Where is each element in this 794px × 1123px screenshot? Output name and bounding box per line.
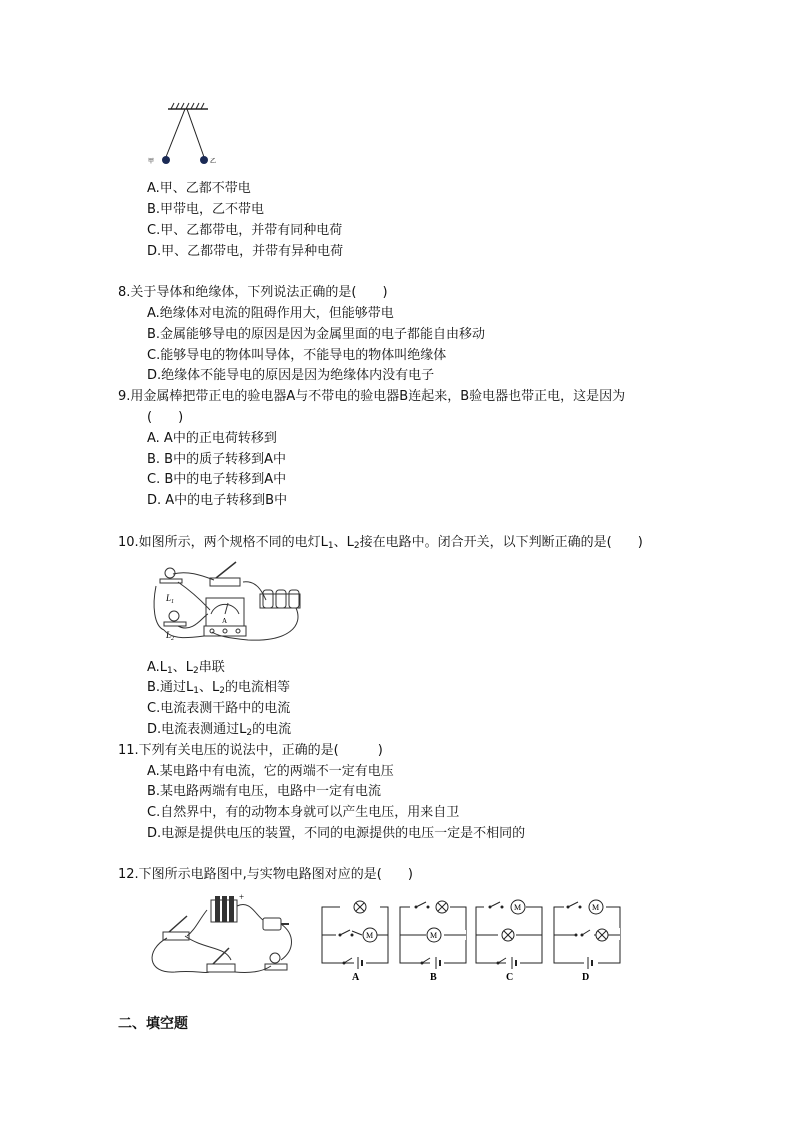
q12-schematics bbox=[318, 893, 630, 985]
section-heading-fill-blank: 二、填空题 bbox=[118, 1016, 188, 1032]
q10-ammeter-label: A bbox=[222, 617, 228, 625]
q9-stem-line2: ( ) bbox=[147, 410, 184, 425]
q11-option-a: A.某电路中有电流，它的两端不一定有电压 bbox=[147, 764, 394, 779]
q9-stem-line1: 9.用金属棒把带正电的验电器A与不带电的验电器B连起来，B验电器也带正电，这是因为 bbox=[118, 389, 626, 404]
q11-stem: 11.下列有关电压的说法中，正确的是( ) bbox=[118, 743, 383, 758]
q8-stem: 8.关于导体和绝缘体，下列说法正确的是( ) bbox=[118, 285, 388, 300]
q12-label-a: A bbox=[352, 972, 360, 983]
q7-option-b: B.甲带电，乙不带电 bbox=[147, 202, 265, 217]
q11-option-c: C.自然界中，有的动物本身就可以产生电压，用来自卫 bbox=[147, 805, 460, 820]
q12-stem: 12.下图所示电路图中,与实物电路图对应的是( ) bbox=[118, 867, 413, 882]
q8-option-c: C.能够导电的物体叫导体，不能导电的物体叫绝缘体 bbox=[147, 348, 447, 363]
q10-lamp1-label: $L_1$ bbox=[166, 593, 175, 605]
q9-option-b: B. B中的质子转移到A中 bbox=[147, 452, 286, 467]
q12-motor-d: M bbox=[592, 903, 600, 912]
q8-option-b: B.金属能够导电的原因是因为金属里面的电子都能自由移动 bbox=[147, 327, 486, 342]
q10-circuit-figure bbox=[148, 556, 308, 646]
q9-option-c: C. B中的电子转移到A中 bbox=[147, 472, 287, 487]
q10-option-a: $A.L_1$、$L_2$串联 bbox=[147, 660, 225, 676]
q12-label-c: C bbox=[506, 972, 514, 983]
q10-option-c: C.电流表测干路中的电流 bbox=[147, 701, 291, 716]
q11-option-b: B.某电路两端有电压，电路中一定有电流 bbox=[147, 784, 382, 799]
q12-motor-a: M bbox=[366, 931, 374, 940]
q9-option-a: A. A中的正电荷转移到 bbox=[147, 431, 277, 446]
q9-option-d: D. A中的电子转移到B中 bbox=[147, 493, 288, 508]
q12-label-d: D bbox=[582, 972, 590, 983]
q7-label-jia: 甲 bbox=[148, 159, 155, 165]
q7-option-c: C.甲、乙都带电，并带有同种电荷 bbox=[147, 223, 343, 238]
q12-motor-b: M bbox=[430, 931, 438, 940]
q8-option-a: A.绝缘体对电流的阻碍作用大，但能够带电 bbox=[147, 306, 394, 321]
q7-figure bbox=[140, 102, 220, 170]
q10-lamp2-label: $L_2$ bbox=[166, 630, 175, 642]
q8-option-d: D.绝缘体不能导电的原因是因为绝缘体内没有电子 bbox=[147, 368, 435, 383]
q7-option-d: D.甲、乙都带电，并带有异种电荷 bbox=[147, 244, 344, 259]
q10-stem: 10.如图所示，两个规格不同的电灯$L_1$、$L_2$接在电路中。闭合开关，以下判断正确的是( ) bbox=[118, 535, 643, 551]
q11-option-d: D.电源是提供电压的装置，不同的电源提供的电压一定是不相同的 bbox=[147, 826, 526, 841]
q12-motor-c: M bbox=[514, 903, 522, 912]
q7-option-a: A.甲、乙都不带电 bbox=[147, 181, 251, 196]
q10-option-b: B.通过$L_1$、$L_2$的电流相等 bbox=[147, 680, 291, 696]
q12-battery-plus: + bbox=[239, 892, 245, 902]
q12-physical-circuit bbox=[145, 890, 317, 982]
q7-label-yi: 乙 bbox=[210, 159, 217, 165]
q10-option-d: D.电流表测通过$L_2$的电流 bbox=[147, 722, 292, 738]
q12-label-b: B bbox=[430, 972, 437, 983]
